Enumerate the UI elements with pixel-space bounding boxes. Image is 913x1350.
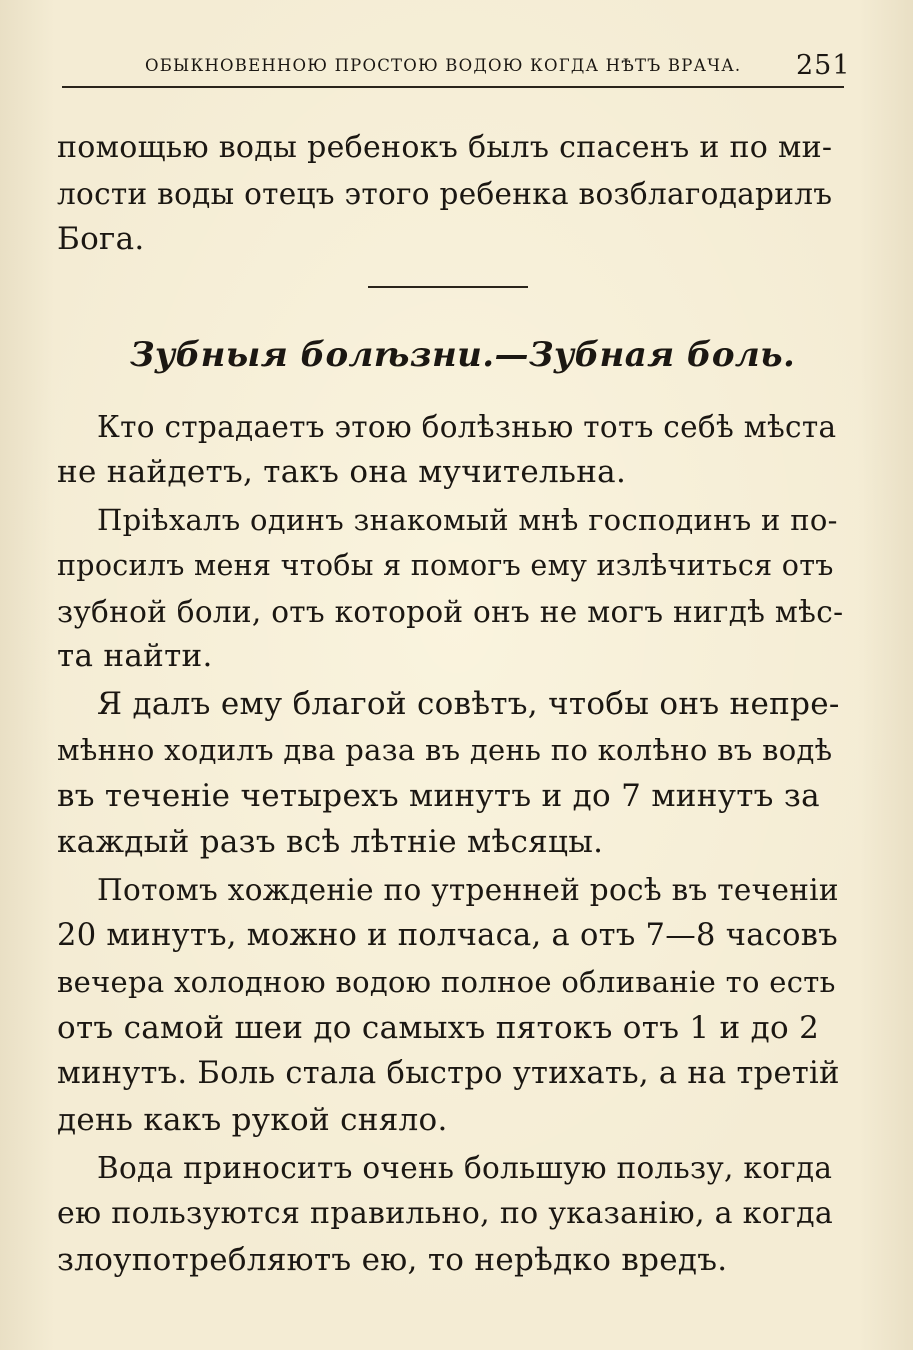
body-line: Пріѣхалъ одинъ знакомый мнѣ господинъ и по- <box>97 503 838 537</box>
body-line: просилъ меня чтобы я помогъ ему излѣчиться отъ <box>57 549 834 582</box>
section-divider <box>368 286 528 288</box>
body-line: Я далъ ему благой совѣтъ, чтобы онъ непре- <box>97 686 840 722</box>
body-line: вечера холодною водою полное обливаніе то есть <box>57 965 836 999</box>
body-line: Бога. <box>57 221 145 257</box>
header-rule <box>62 86 844 88</box>
section-heading: Зубныя болѣзни.—Зубная боль. <box>130 335 796 375</box>
body-line: каждый разъ всѣ лѣтніе мѣсяцы. <box>57 824 604 860</box>
body-line: отъ самой шеи до самыхъ пятокъ отъ 1 и до 2 <box>57 1010 820 1046</box>
body-line: та найти. <box>57 638 213 674</box>
body-line: Потомъ хожденіе по утренней росѣ въ теченіи <box>97 873 839 907</box>
body-line: не найдетъ, такъ она мучительна. <box>57 454 627 490</box>
body-line: Кто страдаетъ этою болѣзнью тотъ себѣ мѣста <box>97 410 837 444</box>
body-line: зубной боли, отъ которой онъ не могъ нигдѣ мѣс- <box>57 595 844 629</box>
body-line: мѣнно ходилъ два раза въ день по колѣно въ водѣ <box>57 733 833 767</box>
body-line: въ теченіе четырехъ минутъ и до 7 минутъ за <box>57 778 820 814</box>
body-line: 20 минутъ, можно и полчаса, а отъ 7—8 часовъ <box>57 918 838 953</box>
body-line: помощью воды ребенокъ былъ спасенъ и по ми- <box>57 130 833 165</box>
body-line: злоупотребляютъ ею, то нерѣдко вредъ. <box>57 1242 728 1278</box>
body-line: день какъ рукой сняло. <box>57 1102 448 1138</box>
body-line: минутъ. Боль стала быстро утихать, а на третій <box>57 1056 840 1091</box>
body-line: Вода приноситъ очень большую пользу, когда <box>97 1151 833 1185</box>
page-number: 251 <box>796 50 851 81</box>
running-header: ОБЫКНОВЕННОЮ ПРОСТОЮ ВОДОЮ КОГДА НѢТЪ ВРАЧА. <box>145 56 742 75</box>
body-line: ею пользуются правильно, по указанію, а когда <box>57 1196 834 1231</box>
body-line: лости воды отецъ этого ребенка возблагодарилъ <box>57 177 833 211</box>
